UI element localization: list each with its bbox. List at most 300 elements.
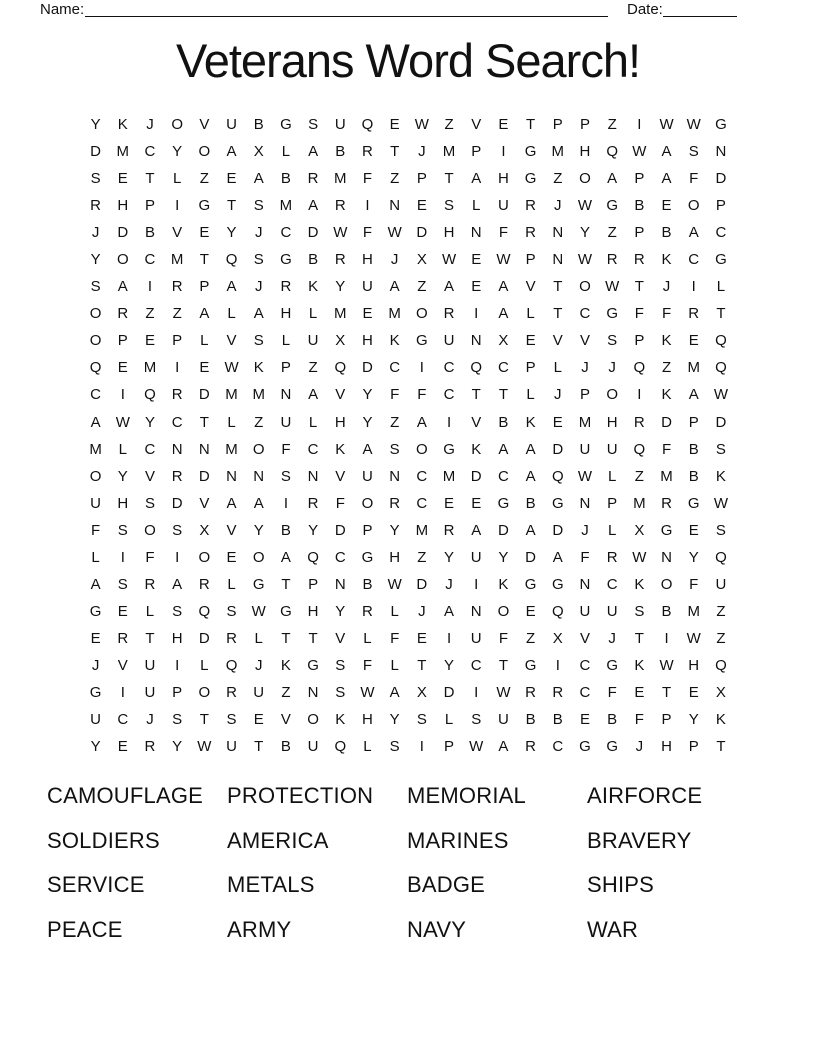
grid-letter: E bbox=[90, 629, 101, 647]
grid-letter: N bbox=[389, 467, 401, 485]
grid-letter: R bbox=[661, 494, 672, 512]
grid-letter: A bbox=[308, 197, 319, 215]
grid-letter: J bbox=[662, 278, 671, 296]
grid-letter: P bbox=[362, 521, 373, 539]
grid-letter: G bbox=[280, 116, 292, 134]
grid-letter: F bbox=[498, 629, 508, 647]
grid-letter: F bbox=[145, 548, 155, 566]
grid-letter: J bbox=[554, 386, 562, 404]
grid-letter: C bbox=[688, 251, 700, 269]
grid-letter: K bbox=[471, 440, 482, 458]
grid-letter: E bbox=[362, 305, 373, 323]
word-bank-item: BRAVERY bbox=[587, 827, 692, 853]
grid-letter: M bbox=[442, 143, 456, 161]
grid-letter: L bbox=[444, 711, 454, 729]
grid-letter: D bbox=[198, 386, 210, 404]
grid-letter: V bbox=[226, 332, 237, 350]
grid-letter: B bbox=[308, 251, 319, 269]
grid-letter: K bbox=[308, 278, 319, 296]
grid-letter: T bbox=[254, 738, 264, 756]
grid-letter: U bbox=[280, 413, 292, 431]
grid-letter: F bbox=[634, 711, 644, 729]
word-bank-item: METALS bbox=[227, 872, 315, 898]
grid-letter: U bbox=[307, 332, 319, 350]
grid-letter: B bbox=[280, 170, 291, 188]
grid-letter: J bbox=[390, 251, 399, 269]
grid-letter: S bbox=[634, 602, 645, 620]
grid-letter: W bbox=[686, 629, 701, 647]
grid-letter: R bbox=[307, 170, 319, 188]
grid-letter: Q bbox=[144, 386, 156, 404]
grid-letter: A bbox=[661, 170, 672, 188]
grid-letter: P bbox=[688, 413, 699, 431]
grid-letter: I bbox=[474, 305, 479, 323]
grid-letter: Y bbox=[335, 602, 346, 620]
grid-letter: N bbox=[198, 440, 210, 458]
word-bank-item: AIRFORCE bbox=[587, 783, 703, 809]
grid-letter: G bbox=[307, 656, 319, 674]
grid-letter: T bbox=[498, 386, 508, 404]
grid-letter: O bbox=[198, 548, 211, 566]
grid-letter: A bbox=[607, 170, 618, 188]
grid-letter: R bbox=[525, 197, 537, 215]
grid-letter: O bbox=[687, 197, 700, 215]
grid-letter: Y bbox=[389, 711, 400, 729]
grid-letter: I bbox=[637, 116, 642, 134]
grid-letter: D bbox=[198, 629, 210, 647]
grid-letter: U bbox=[144, 684, 156, 701]
grid-letter: G bbox=[715, 116, 727, 134]
grid-letter: W bbox=[659, 656, 674, 674]
grid-letter: B bbox=[253, 116, 264, 134]
grid-letter: C bbox=[280, 224, 292, 242]
date-label: Date: bbox=[627, 1, 663, 18]
grid-letter: W bbox=[441, 251, 457, 269]
grid-letter: D bbox=[497, 521, 509, 539]
grid-letter: A bbox=[498, 440, 509, 458]
grid-letter: J bbox=[581, 521, 589, 539]
grid-letter: D bbox=[117, 224, 129, 242]
grid-letter: E bbox=[525, 332, 536, 350]
grid-letter: P bbox=[579, 386, 590, 404]
grid-letter: A bbox=[90, 413, 101, 431]
grid-letter: B bbox=[607, 711, 618, 729]
grid-letter: F bbox=[390, 386, 400, 404]
grid-letter: Z bbox=[390, 170, 400, 188]
grid-letter: U bbox=[579, 602, 591, 620]
grid-letter: E bbox=[498, 116, 509, 134]
grid-letter: H bbox=[334, 413, 346, 431]
grid-letter: A bbox=[552, 548, 563, 566]
grid-letter: E bbox=[552, 413, 563, 431]
grid-letter: Q bbox=[225, 656, 238, 674]
grid-letter: R bbox=[443, 521, 455, 539]
grid-letter: S bbox=[117, 521, 128, 539]
grid-letter: W bbox=[659, 116, 674, 134]
grid-letter: A bbox=[253, 305, 264, 323]
grid-letter: C bbox=[715, 224, 727, 242]
grid-letter: J bbox=[608, 359, 616, 377]
grid-letter: N bbox=[307, 684, 319, 701]
grid-letter: X bbox=[715, 684, 726, 701]
grid-letter: E bbox=[416, 629, 427, 647]
grid-letter: M bbox=[225, 440, 238, 458]
grid-letter: B bbox=[525, 494, 536, 512]
word-bank-item: SERVICE bbox=[47, 872, 145, 898]
grid-letter: A bbox=[688, 386, 699, 404]
grid-letter: U bbox=[362, 467, 373, 485]
grid-letter: O bbox=[198, 143, 211, 161]
grid-letter: M bbox=[578, 413, 592, 431]
grid-letter: E bbox=[226, 170, 237, 188]
grid-letter: Y bbox=[362, 413, 373, 431]
grid-letter: A bbox=[688, 224, 699, 242]
grid-letter: L bbox=[363, 738, 372, 756]
grid-letter: B bbox=[280, 738, 291, 756]
grid-letter: D bbox=[470, 467, 482, 485]
grid-letter: K bbox=[498, 575, 509, 593]
grid-letter: I bbox=[501, 143, 506, 161]
grid-letter: F bbox=[335, 494, 345, 512]
grid-letter: K bbox=[253, 359, 264, 377]
grid-letter: M bbox=[334, 170, 347, 188]
word-bank-item: PEACE bbox=[47, 916, 123, 942]
grid-letter: V bbox=[335, 467, 346, 485]
grid-letter: G bbox=[524, 656, 537, 674]
grid-letter: S bbox=[253, 332, 264, 350]
grid-letter: J bbox=[91, 656, 100, 674]
grid-letter: C bbox=[443, 359, 455, 377]
grid-letter: I bbox=[120, 386, 125, 404]
grid-letter: T bbox=[417, 656, 427, 674]
grid-letter: M bbox=[225, 386, 238, 404]
grid-letter: Y bbox=[226, 224, 237, 242]
grid-letter: T bbox=[145, 629, 155, 647]
grid-letter: Q bbox=[307, 548, 319, 566]
grid-letter: W bbox=[496, 684, 511, 701]
grid-letter: B bbox=[661, 224, 672, 242]
grid-letter: E bbox=[634, 684, 645, 701]
grid-letter: G bbox=[198, 197, 211, 215]
grid-letter: G bbox=[361, 548, 374, 566]
grid-letter: J bbox=[581, 359, 589, 377]
grid-letter: S bbox=[280, 467, 291, 485]
grid-letter: T bbox=[716, 305, 726, 323]
grid-letter: Z bbox=[281, 684, 291, 701]
grid-letter: M bbox=[334, 305, 347, 323]
grid-letter: I bbox=[691, 278, 696, 296]
grid-letter: Z bbox=[716, 602, 726, 620]
grid-letter: A bbox=[280, 548, 291, 566]
grid-letter: I bbox=[637, 386, 642, 404]
grid-letter: U bbox=[90, 711, 102, 729]
grid-letter: V bbox=[471, 116, 482, 134]
grid-letter: L bbox=[145, 602, 155, 620]
grid-letter: K bbox=[661, 332, 672, 350]
grid-letter: C bbox=[470, 656, 482, 674]
grid-letter: R bbox=[525, 738, 537, 756]
grid-letter: V bbox=[579, 629, 590, 647]
grid-letter: G bbox=[606, 197, 618, 215]
grid-letter: O bbox=[606, 386, 618, 404]
grid-letter: O bbox=[144, 521, 156, 539]
grid-letter: F bbox=[390, 629, 400, 647]
grid-letter: S bbox=[226, 602, 237, 620]
grid-letter: Z bbox=[199, 170, 209, 188]
grid-letter: O bbox=[171, 116, 183, 134]
grid-letter: P bbox=[471, 143, 482, 161]
grid-letter: L bbox=[281, 332, 291, 350]
grid-letter: L bbox=[118, 440, 127, 458]
grid-letter: L bbox=[526, 305, 535, 323]
grid-letter: J bbox=[146, 711, 154, 729]
grid-letter: F bbox=[498, 224, 508, 242]
grid-letter: O bbox=[416, 440, 428, 458]
grid-letter: C bbox=[552, 738, 564, 756]
grid-letter: N bbox=[389, 197, 401, 215]
grid-letter: W bbox=[632, 548, 647, 566]
grid-letter: W bbox=[414, 116, 429, 134]
grid-letter: I bbox=[365, 197, 370, 215]
grid-letter: A bbox=[308, 386, 319, 404]
grid-letter: A bbox=[471, 170, 482, 188]
grid-letter: I bbox=[175, 656, 180, 674]
grid-letter: Z bbox=[553, 170, 563, 188]
grid-letter: C bbox=[171, 413, 183, 431]
grid-letter: Z bbox=[526, 629, 536, 647]
grid-letter: B bbox=[525, 711, 536, 729]
grid-letter: E bbox=[471, 494, 482, 512]
grid-letter: T bbox=[661, 684, 672, 701]
grid-letter: S bbox=[308, 116, 319, 134]
grid-letter: A bbox=[389, 684, 400, 701]
grid-letter: U bbox=[226, 116, 237, 134]
grid-letter: W bbox=[360, 684, 375, 701]
word-bank-item: CAMOUFLAGE bbox=[47, 783, 204, 809]
grid-letter: K bbox=[280, 656, 291, 674]
grid-letter: Z bbox=[417, 548, 427, 566]
grid-letter: J bbox=[254, 278, 263, 296]
grid-letter: C bbox=[416, 494, 428, 512]
grid-letter: B bbox=[280, 521, 291, 539]
grid-letter: J bbox=[254, 656, 263, 674]
grid-letter: P bbox=[117, 332, 128, 350]
grid-letter: V bbox=[280, 711, 291, 729]
grid-letter: R bbox=[525, 684, 537, 701]
grid-letter: D bbox=[307, 224, 319, 242]
grid-letter: G bbox=[551, 494, 564, 512]
grid-letter: R bbox=[633, 413, 645, 431]
grid-letter: N bbox=[280, 386, 292, 404]
grid-letter: P bbox=[172, 332, 183, 350]
grid-letter: A bbox=[226, 143, 237, 161]
grid-letter: T bbox=[553, 305, 563, 323]
grid-letter: L bbox=[308, 413, 318, 431]
grid-letter: Q bbox=[633, 440, 646, 458]
grid-letter: F bbox=[689, 575, 699, 593]
grid-letter: Y bbox=[172, 738, 183, 756]
grid-letter: P bbox=[280, 359, 291, 377]
name-label: Name: bbox=[40, 1, 85, 18]
grid-letter: G bbox=[606, 738, 618, 756]
grid-letter: C bbox=[334, 548, 346, 566]
grid-letter: O bbox=[497, 602, 510, 620]
grid-letter: I bbox=[555, 656, 560, 674]
grid-letter: C bbox=[579, 305, 591, 323]
grid-letter: E bbox=[144, 332, 155, 350]
grid-letter: Q bbox=[361, 116, 374, 134]
grid-letter: H bbox=[362, 711, 373, 729]
grid-letter: D bbox=[334, 521, 346, 539]
grid-letter: C bbox=[117, 711, 129, 729]
word-bank-item: SOLDIERS bbox=[47, 827, 160, 853]
grid-letter: M bbox=[687, 359, 700, 377]
grid-letter: I bbox=[175, 359, 180, 377]
grid-letter: F bbox=[580, 548, 590, 566]
grid-letter: C bbox=[579, 656, 591, 674]
grid-letter: W bbox=[577, 197, 593, 215]
grid-letter: E bbox=[579, 711, 590, 729]
grid-letter: R bbox=[90, 197, 102, 215]
grid-letter: L bbox=[472, 197, 481, 215]
grid-letter: Q bbox=[715, 656, 727, 674]
grid-letter: R bbox=[117, 305, 129, 323]
grid-letter: W bbox=[224, 359, 239, 377]
grid-letter: D bbox=[525, 548, 537, 566]
grid-letter: B bbox=[335, 143, 346, 161]
grid-letter: A bbox=[172, 575, 183, 593]
grid-letter: S bbox=[90, 170, 101, 188]
grid-letter: R bbox=[525, 224, 537, 242]
grid-letter: T bbox=[199, 711, 209, 729]
grid-letter: G bbox=[416, 332, 428, 350]
grid-letter: C bbox=[579, 684, 591, 701]
grid-letter: M bbox=[388, 305, 401, 323]
grid-letter: G bbox=[660, 521, 673, 539]
grid-letter: A bbox=[498, 305, 509, 323]
grid-letter: Y bbox=[308, 521, 319, 539]
grid-letter: X bbox=[199, 521, 210, 539]
grid-letter: W bbox=[251, 602, 266, 620]
grid-letter: A bbox=[525, 440, 536, 458]
grid-letter: R bbox=[117, 629, 129, 647]
grid-letter: G bbox=[89, 684, 102, 701]
grid-letter: K bbox=[335, 440, 346, 458]
grid-letter: T bbox=[444, 170, 454, 188]
grid-letter: H bbox=[661, 738, 672, 756]
grid-letter: Z bbox=[607, 116, 617, 134]
grid-letter: T bbox=[199, 413, 209, 431]
grid-letter: Z bbox=[172, 305, 182, 323]
grid-letter: Z bbox=[634, 467, 644, 485]
grid-letter: G bbox=[524, 170, 537, 188]
grid-letter: B bbox=[498, 413, 509, 431]
grid-letter: U bbox=[606, 440, 618, 458]
grid-letter: U bbox=[470, 548, 482, 566]
grid-letter: A bbox=[253, 170, 264, 188]
grid-letter: S bbox=[715, 440, 726, 458]
grid-letter: Y bbox=[389, 521, 400, 539]
grid-letter: I bbox=[147, 278, 153, 296]
grid-letter: V bbox=[172, 224, 183, 242]
grid-letter: A bbox=[498, 738, 509, 756]
grid-letter: D bbox=[661, 413, 672, 431]
grid-letter: K bbox=[389, 332, 400, 350]
grid-letter: S bbox=[715, 521, 726, 539]
grid-letter: S bbox=[389, 440, 400, 458]
grid-letter: T bbox=[526, 116, 536, 134]
grid-letter: M bbox=[415, 521, 429, 539]
grid-letter: S bbox=[335, 684, 346, 701]
grid-letter: U bbox=[715, 575, 727, 593]
grid-letter: D bbox=[90, 143, 102, 161]
grid-letter: F bbox=[362, 224, 373, 242]
grid-letter: E bbox=[117, 602, 128, 620]
grid-letter: H bbox=[362, 332, 373, 350]
grid-letter: E bbox=[688, 521, 699, 539]
grid-letter: K bbox=[335, 711, 346, 729]
grid-letter: Q bbox=[470, 359, 483, 377]
grid-letter: X bbox=[498, 332, 509, 350]
grid-letter: T bbox=[281, 629, 291, 647]
grid-letter: H bbox=[171, 629, 183, 647]
grid-letter: Z bbox=[661, 359, 672, 377]
grid-letter: M bbox=[687, 602, 700, 620]
grid-letter: R bbox=[362, 602, 373, 620]
grid-letter: Q bbox=[715, 332, 727, 350]
grid-letter: J bbox=[608, 629, 616, 647]
grid-letter: U bbox=[443, 332, 455, 350]
grid-letter: I bbox=[419, 359, 424, 377]
grid-letter: N bbox=[470, 602, 482, 620]
grid-letter: P bbox=[444, 738, 455, 756]
grid-letter: W bbox=[387, 575, 402, 593]
grid-letter: P bbox=[634, 170, 645, 188]
grid-letter: V bbox=[335, 386, 346, 404]
grid-letter: B bbox=[688, 440, 699, 458]
grid-letter: I bbox=[175, 548, 180, 566]
grid-letter: L bbox=[526, 386, 535, 404]
grid-letter: I bbox=[175, 197, 180, 215]
grid-letter: F bbox=[607, 684, 617, 701]
grid-letter: Y bbox=[90, 738, 101, 756]
grid-letter: T bbox=[390, 143, 400, 161]
grid-letter: M bbox=[551, 143, 565, 161]
grid-letter: B bbox=[634, 197, 645, 215]
grid-letter: C bbox=[389, 359, 401, 377]
grid-letter: U bbox=[606, 602, 618, 620]
grid-letter: R bbox=[226, 684, 237, 701]
grid-letter: R bbox=[633, 251, 645, 269]
word-bank-item: WAR bbox=[587, 916, 639, 942]
grid-letter: U bbox=[579, 440, 591, 458]
grid-letter: O bbox=[198, 684, 211, 701]
grid-letter: G bbox=[606, 656, 618, 674]
grid-letter: W bbox=[605, 278, 620, 296]
grid-letter: A bbox=[471, 521, 482, 539]
grid-letter: P bbox=[607, 494, 618, 512]
grid-letter: R bbox=[389, 494, 401, 512]
grid-letter: L bbox=[281, 143, 291, 161]
grid-letter: O bbox=[116, 251, 129, 269]
grid-letter: N bbox=[171, 440, 183, 458]
grid-letter: L bbox=[227, 305, 236, 323]
grid-letter: I bbox=[120, 684, 125, 701]
grid-letter: M bbox=[143, 359, 157, 377]
grid-letter: K bbox=[661, 386, 672, 404]
grid-letter: J bbox=[254, 224, 263, 242]
grid-letter: A bbox=[498, 278, 509, 296]
